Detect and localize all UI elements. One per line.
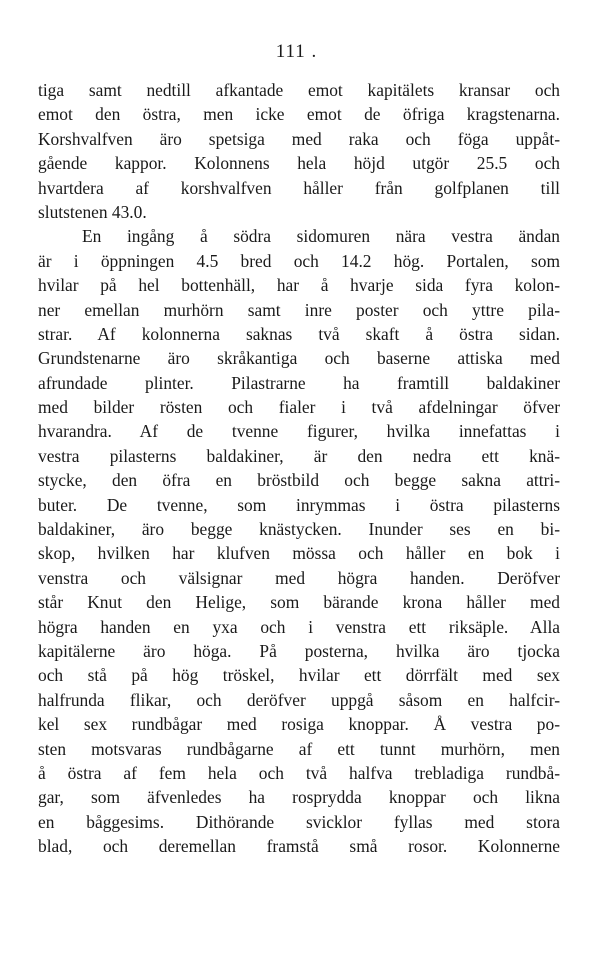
text-line: gar, som äfvenledes ha rosprydda knoppar och likna [38, 787, 560, 808]
text-line: högra handen en yxa och i venstra ett riksäple. Alla [38, 616, 560, 637]
text-line: skop, hvilken har klufven mössa och håller en bok i [38, 543, 560, 564]
text-line: venstra och välsignar med högra handen. Deröfver [38, 567, 560, 588]
text-line: strar. Af kolonnerna saknas två skaft å östra sidan. [38, 323, 560, 344]
text-line: står Knut den Helige, som bärande krona håller med [38, 592, 560, 613]
text-line: gående kappor. Kolonnens hela höjd utgör 25.5 och [38, 153, 560, 174]
page-number: 111 . [275, 41, 318, 62]
text-line: stycke, den öfra en bröstbild och begge sakna attri- [38, 470, 560, 491]
text-line: och stå på hög tröskel, hvilar ett dörrfält med sex [38, 665, 560, 686]
text-line: ner emellan murhörn samt inre poster och yttre pila- [38, 299, 560, 320]
text-line: tiga samt nedtill afkantade emot kapitälets kransar och [38, 80, 560, 100]
text-line: buter. De tvenne, som inrymmas i östra pilasterns [38, 494, 560, 515]
text-line: blad, och deremellan framstå små rosor. Kolonnerne [38, 836, 560, 857]
text-line: Korshvalfven äro spetsiga med raka och föga uppåt- [38, 128, 560, 149]
text-line: emot den östra, men icke emot de öfriga kragstenarna. [38, 104, 560, 125]
text-line: en båggesims. Dithörande svicklor fyllas med stora [38, 811, 560, 832]
text-line: hvilar på hel bottenhäll, har å hvarje sida fyra kolon- [38, 275, 560, 296]
text-line: hvarandra. Af de tvenne figurer, hvilka innefattas i [38, 421, 560, 442]
text-line: med bilder rösten och fialer i två afdelningar öfver [38, 397, 560, 418]
text-line: Grundstenarne äro skråkantiga och baserne attiska med [38, 348, 560, 369]
text-line: halfrunda flikar, och deröfver uppgå såsom en halfcir- [38, 689, 560, 710]
body-text [38, 78, 560, 859]
text-line: vestra pilasterns baldakiner, är den nedra ett knä- [38, 445, 560, 466]
paragraph-start-line: En ingång å södra sidomuren nära vestra ändan [82, 226, 560, 247]
text-line: är i öppningen 4.5 bred och 14.2 hög. Portalen, som [38, 250, 560, 271]
text-line: sten motsvaras rundbågarne af ett tunnt murhörn, men [38, 738, 560, 759]
text-line: baldakiner, äro begge knästycken. Inunder ses en bi- [38, 519, 560, 540]
text-line: kapitälerne äro höga. På posterna, hvilka äro tjocka [38, 640, 560, 661]
text-line: slutstenen 43.0. [38, 201, 147, 222]
text-line: hvartdera af korshvalfven håller från golfplanen till [38, 177, 560, 198]
text-line: afrundade plinter. Pilastrarne ha framtill baldakiner [38, 372, 560, 393]
text-line: kel sex rundbågar med rosiga knoppar. Å vestra po- [38, 714, 560, 735]
text-line: å östra af fem hela och två halfva trebladiga rundbå- [38, 762, 560, 783]
